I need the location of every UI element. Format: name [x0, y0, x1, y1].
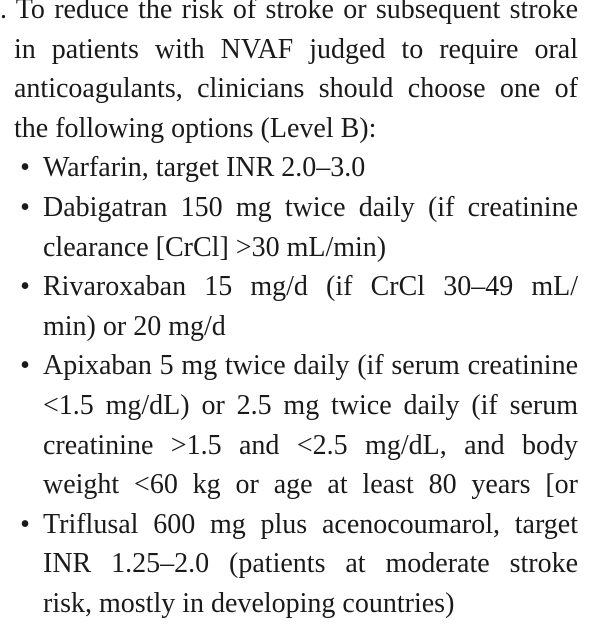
- bullet: •: [20, 191, 30, 223]
- option-apixaban: [0, 346, 614, 504]
- intro-line: in patients with NVAF judged to require oral: [14, 33, 578, 65]
- option-line: Apixaban 5 mg twice daily (if serum creatinine: [43, 350, 578, 382]
- option-line: weight <60 kg or age at least 80 years [or: [43, 469, 578, 501]
- bullet: •: [20, 350, 30, 382]
- option-rivaroxaban: [0, 267, 614, 346]
- option-line: Dabigatran 150 mg twice daily (if creatinine: [43, 191, 578, 223]
- option-line: creatinine >1.5 and <2.5 mg/dL, and body: [43, 429, 578, 461]
- intro-line: . To reduce the risk of stroke or subsequent stroke: [0, 0, 578, 25]
- recommendation-intro: [0, 0, 614, 148]
- option-line: Rivaroxaban 15 mg/d (if CrCl 30–49 mL/: [43, 271, 578, 303]
- bullet: •: [20, 271, 30, 303]
- intro-line: the following options (Level B):: [14, 112, 377, 144]
- bullet: •: [20, 508, 30, 540]
- option-line: <1.5 mg/dL) or 2.5 mg twice daily (if serum: [43, 389, 578, 421]
- bullet: •: [20, 152, 30, 184]
- intro-line: anticoagulants, clinicians should choose one of: [14, 73, 578, 105]
- option-line: INR 1.25–2.0 (patients at moderate stroke: [43, 548, 578, 580]
- option-triflusal: [0, 505, 614, 624]
- option-line: min) or 20 mg/d: [43, 310, 226, 342]
- option-line: clearance [CrCl] >30 mL/min): [43, 231, 387, 263]
- option-dabigatran: [0, 188, 614, 267]
- option-line: Warfarin, target INR 2.0–3.0: [43, 152, 366, 184]
- option-line: Triflusal 600 mg plus acenocoumarol, target: [43, 508, 578, 540]
- options-list: [0, 148, 614, 623]
- option-line: risk, mostly in developing countries): [43, 587, 455, 619]
- option-warfarin: [0, 148, 614, 188]
